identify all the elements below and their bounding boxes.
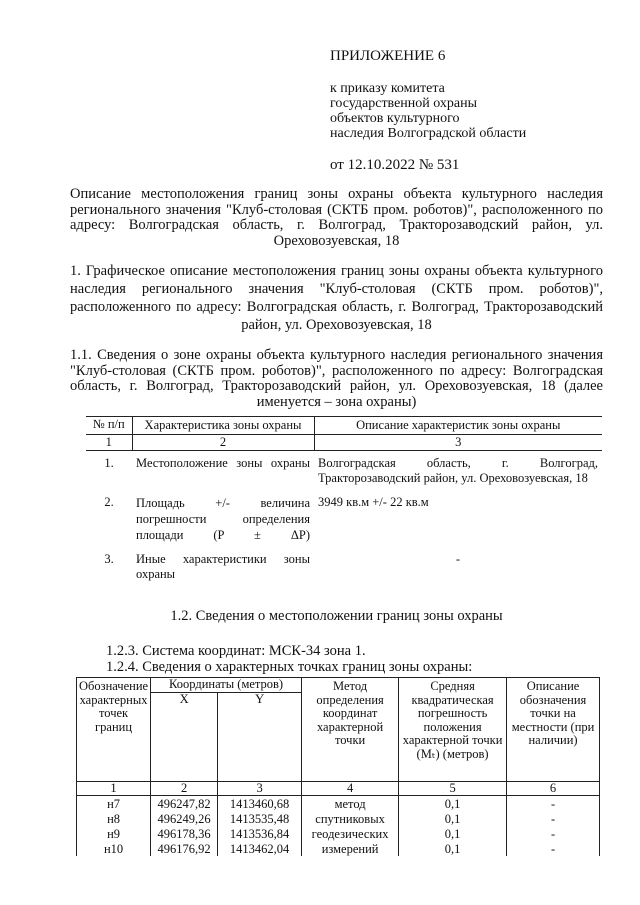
point-x: 496247,82 xyxy=(151,795,218,811)
point-description: - xyxy=(507,795,600,811)
header-coords: Координаты (метров) xyxy=(151,678,302,693)
boundary-points-table xyxy=(76,677,600,856)
table-index-cell: 3 xyxy=(314,435,602,451)
table-row xyxy=(86,487,602,544)
point-x: 496176,92 xyxy=(151,841,218,856)
appendix-block xyxy=(330,49,620,173)
point-method: метод xyxy=(302,795,399,811)
row-characteristic: Площадь +/- величина погрешности определения площади (P ± ΔP) xyxy=(136,496,310,542)
header-y: Y xyxy=(218,692,302,781)
section-1-1-text: 1.1. Сведения о зоне охраны объекта культурного наследия регионального значения "Клуб-столовая (СКТБ пром. роботов)", расположенного по адресу: Волгоградская область, г. Волгоград, Тракторозаводский район, ул. Ореховозуевская, 18 (далее именуется – зона охраны) xyxy=(70,347,603,410)
appendix-heading: ПРИЛОЖЕНИЕ 6 xyxy=(330,48,446,64)
table-row xyxy=(86,451,602,488)
coordinate-info xyxy=(106,643,472,675)
row-characteristic: Местоположение зоны охраны xyxy=(136,456,310,470)
row-value: Волгоградская область, г. Волгоград, Тракторозаводский район, ул. Ореховозуевская, 18 xyxy=(318,456,598,485)
point-id: н9 xyxy=(77,826,151,841)
point-error: 0,1 xyxy=(399,826,507,841)
point-id: н8 xyxy=(77,811,151,826)
section-1-heading: 1. Графическое описание местоположения границ зоны охраны объекта культурного наследия регионального значения "Клуб-столовая (СКТБ пром. роботов)", расположенного по адресу: Волгоградская область, г. Волгоград, Тракторозаводский район, ул. Ореховозуевская, 18 xyxy=(70,263,603,333)
section-1-2-heading: 1.2. Сведения о местоположении границ зоны охраны xyxy=(170,608,503,624)
index-cell: 6 xyxy=(507,781,600,795)
index-cell: 2 xyxy=(151,781,218,795)
point-method: геодезических xyxy=(302,826,399,841)
point-y: 1413535,48 xyxy=(218,811,302,826)
table-header-cell: Характеристика зоны охраны xyxy=(132,417,314,435)
point-method: спутниковых xyxy=(302,811,399,826)
document-title: Описание местоположения границ зоны охраны объекта культурного наследия регионального значения "Клуб-столовая (СКТБ пром. роботов)", расположенного по адресу: Волгоградская область, г. Волгоград, Тракторозаводский район, ул. Ореховозуевская, 18 xyxy=(70,186,603,249)
point-description: - xyxy=(507,841,600,856)
point-y: 1413462,04 xyxy=(218,841,302,856)
header-description: Описание обозначения точки на местности (при наличии) xyxy=(507,678,600,782)
point-id: н7 xyxy=(77,795,151,811)
row-number: 1. xyxy=(104,456,114,470)
point-description: - xyxy=(507,826,600,841)
table-index-cell: 1 xyxy=(86,435,132,451)
table-row xyxy=(86,544,602,583)
row-number: 2. xyxy=(104,495,114,509)
table-row xyxy=(77,826,600,841)
row-number: 3. xyxy=(104,552,114,566)
table-index-cell: 2 xyxy=(132,435,314,451)
point-y: 1413536,84 xyxy=(218,826,302,841)
index-cell: 3 xyxy=(218,781,302,795)
header-x: X xyxy=(151,692,218,781)
row-value: - xyxy=(455,552,461,566)
header-point: Обозначение характерных точек границ xyxy=(77,678,151,782)
point-description: - xyxy=(507,811,600,826)
points-title: 1.2.4. Сведения о характерных точках границ зоны охраны: xyxy=(106,659,473,675)
table-header-cell: Описание характеристик зоны охраны xyxy=(314,417,602,435)
index-cell: 5 xyxy=(399,781,507,795)
point-x: 496178,36 xyxy=(151,826,218,841)
row-characteristic: Иные характеристики зоны охраны xyxy=(136,552,310,581)
table-header-cell: № п/п xyxy=(86,417,132,435)
point-error: 0,1 xyxy=(399,795,507,811)
header-error: Средняя квадратическая погрешность положения характерной точки (Mₜ) (метров) xyxy=(399,678,507,782)
table-row xyxy=(77,841,600,856)
order-date: от 12.10.2022 № 531 xyxy=(330,157,460,173)
zone-characteristics-table xyxy=(86,416,602,583)
point-error: 0,1 xyxy=(399,811,507,826)
appendix-line: объектов культурного xyxy=(330,111,460,126)
header-method: Метод определения координат характерной точки xyxy=(302,678,399,782)
row-value: 3949 кв.м +/- 22 кв.м xyxy=(318,495,429,509)
point-error: 0,1 xyxy=(399,841,507,856)
appendix-line: к приказу комитета xyxy=(330,81,445,96)
point-y: 1413460,68 xyxy=(218,795,302,811)
appendix-line: наследия Волгоградской области xyxy=(330,126,527,141)
appendix-line: государственной охраны xyxy=(330,96,478,111)
table-row xyxy=(77,795,600,811)
table-row xyxy=(77,811,600,826)
index-cell: 1 xyxy=(77,781,151,795)
coordinate-system: 1.2.3. Система координат: МСК-34 зона 1. xyxy=(106,643,366,659)
point-x: 496249,26 xyxy=(151,811,218,826)
point-method: измерений xyxy=(302,841,399,856)
point-id: н10 xyxy=(77,841,151,856)
index-cell: 4 xyxy=(302,781,399,795)
